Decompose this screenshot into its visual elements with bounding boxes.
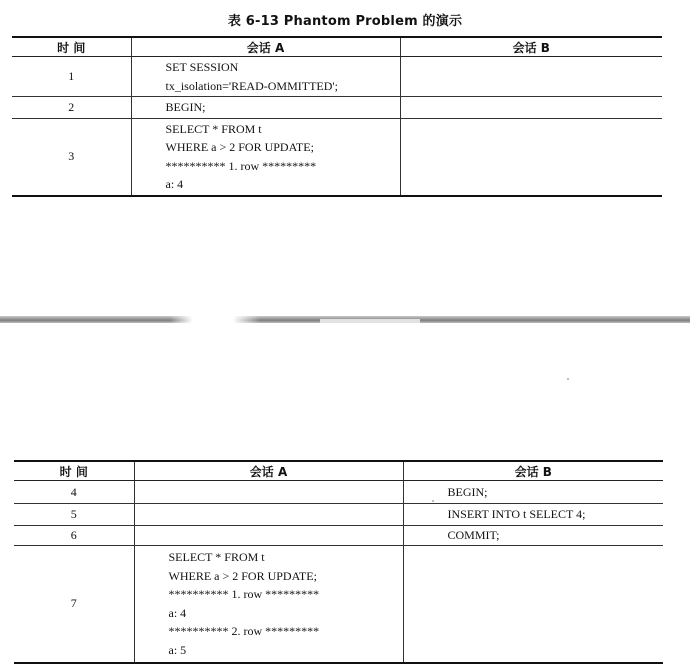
- table-part-1: [12, 36, 662, 197]
- scan-artifact: [320, 319, 420, 323]
- header-session-b: 会话 B: [400, 37, 662, 57]
- table-row: [12, 57, 662, 97]
- sql-line: SELECT * FROM t: [165, 121, 262, 136]
- result-line: a: 5: [168, 642, 187, 657]
- table-row: [14, 504, 663, 526]
- sql-line: WHERE a > 2 FOR UPDATE;: [165, 140, 314, 155]
- time-cell: 1: [12, 57, 131, 97]
- row-separator-line: ********** 1. row *********: [168, 587, 320, 602]
- sql-line: SET SESSION: [165, 60, 239, 74]
- session-a-cell: [134, 526, 403, 546]
- scan-speck: [567, 378, 569, 380]
- table-part-2: [14, 460, 663, 664]
- session-b-cell: [400, 57, 662, 97]
- table-caption: 表 6-13 Phantom Problem 的演示: [227, 14, 463, 29]
- header-session-b: 会话 B: [403, 461, 663, 481]
- row-separator-line: ********** 1. row *********: [165, 158, 317, 173]
- header-time: 时 间: [12, 37, 131, 57]
- table-header-row: [14, 461, 663, 481]
- session-a-cell: [131, 119, 400, 196]
- session-a-cell: [131, 57, 400, 97]
- table-header-row: [12, 37, 662, 57]
- result-line: a: 4: [165, 177, 184, 192]
- session-b-cell: [403, 526, 663, 546]
- sql-line: WHERE a > 2 FOR UPDATE;: [168, 568, 317, 583]
- header-session-a: 会话 A: [134, 461, 403, 481]
- table-row: [12, 119, 662, 196]
- session-a-cell: [131, 97, 400, 119]
- header-session-a: 会话 A: [131, 37, 400, 57]
- row-separator-line: ********** 2. row *********: [168, 624, 320, 639]
- sql-line: INSERT INTO t SELECT 4;: [447, 507, 586, 522]
- sql-line: tx_isolation='READ-OMMITTED';: [165, 78, 338, 93]
- header-time: 时 间: [14, 461, 134, 481]
- sql-line: BEGIN;: [447, 484, 488, 499]
- session-b-cell: [400, 119, 662, 196]
- session-a-cell: [134, 504, 403, 526]
- time-cell: 2: [12, 97, 131, 119]
- scan-artifact: [170, 315, 260, 324]
- time-cell: 7: [14, 546, 134, 663]
- session-b-cell: [400, 97, 662, 119]
- session-b-cell: [403, 481, 663, 504]
- sql-line: BEGIN;: [165, 100, 206, 115]
- table-row: [14, 481, 663, 504]
- table-row: [14, 526, 663, 546]
- time-cell: 6: [14, 526, 134, 546]
- session-b-cell: [403, 504, 663, 526]
- session-a-cell: [134, 481, 403, 504]
- session-b-cell: [403, 546, 663, 663]
- sql-line: COMMIT;: [447, 528, 500, 543]
- result-line: a: 4: [168, 605, 187, 620]
- sql-line: SELECT * FROM t: [168, 550, 265, 565]
- table-row: [12, 97, 662, 119]
- session-a-cell: [134, 546, 403, 663]
- table-row: [14, 546, 663, 663]
- time-cell: 5: [14, 504, 134, 526]
- time-cell: 3: [12, 119, 131, 196]
- time-cell: 4: [14, 481, 134, 504]
